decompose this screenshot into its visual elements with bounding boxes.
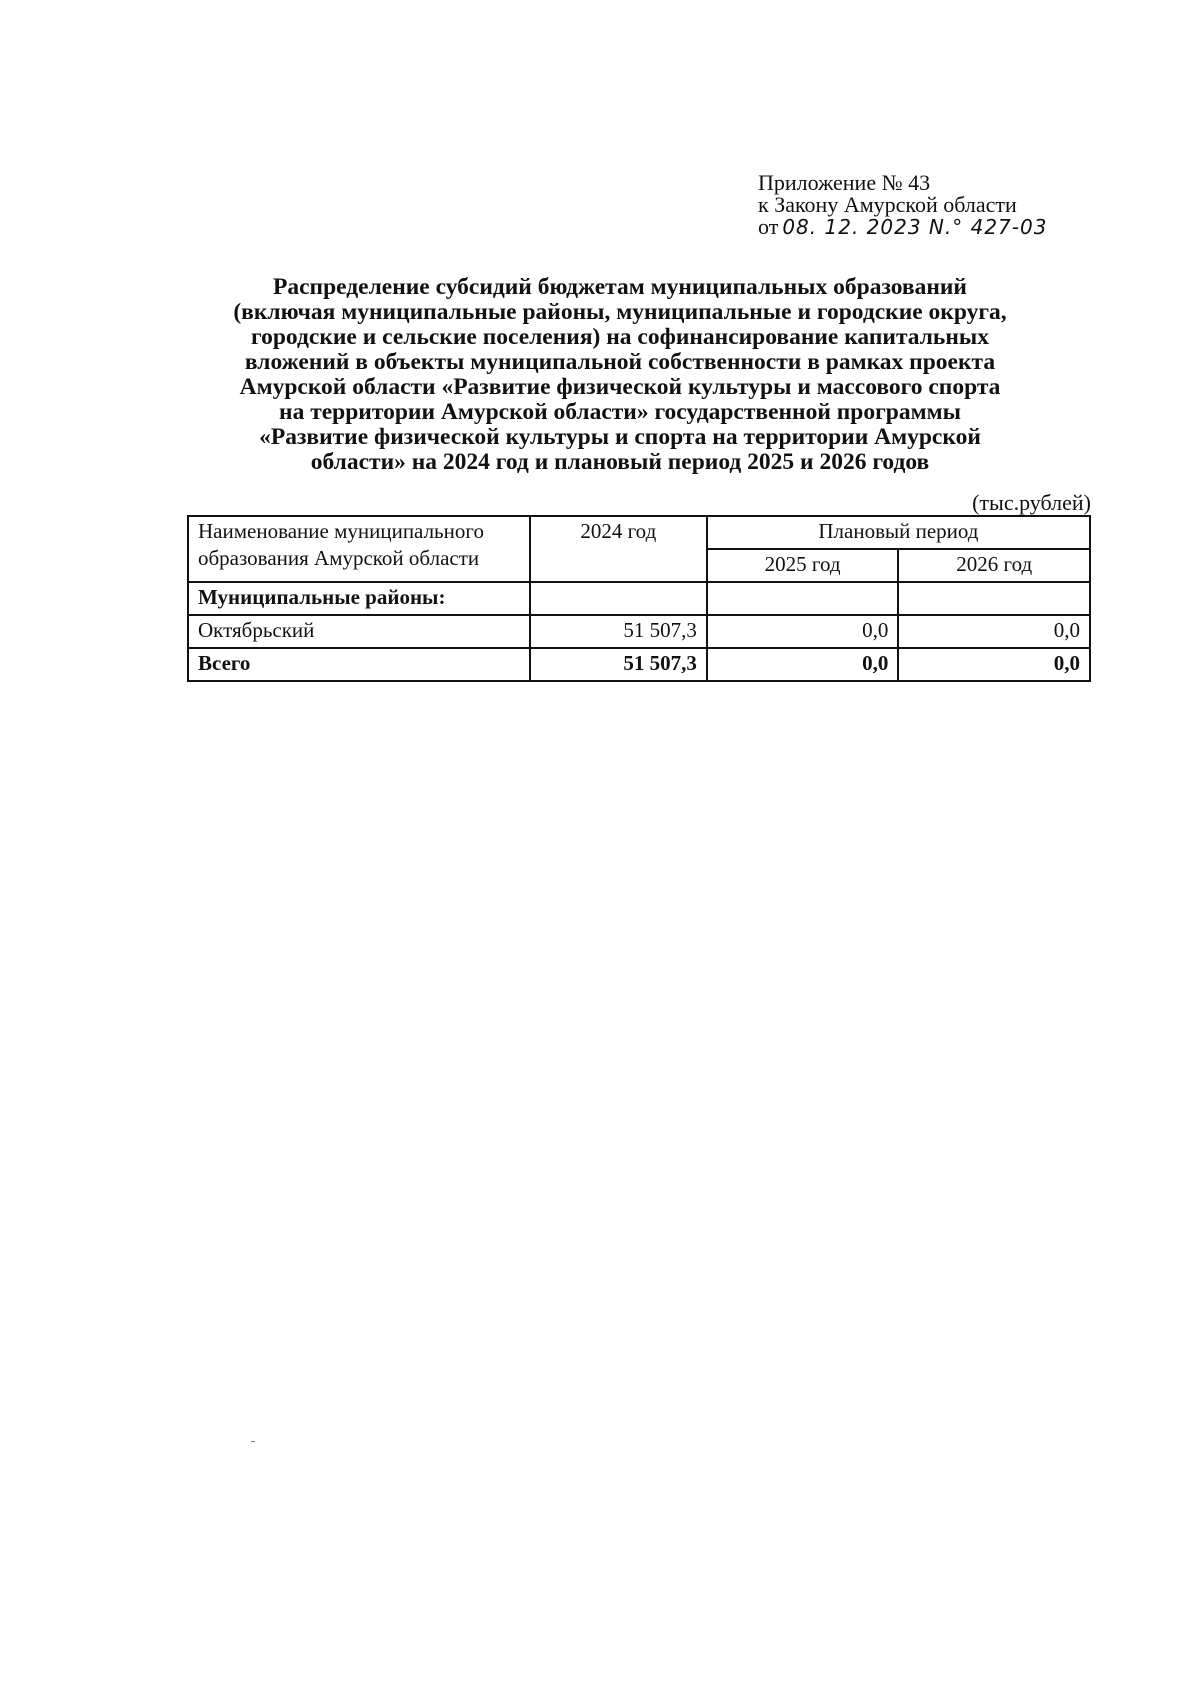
appendix-date-prefix: от (758, 214, 779, 239)
section-label: Муниципальные районы: (188, 582, 530, 615)
row-value-2025: 0,0 (707, 615, 899, 648)
row-value-2024: 51 507,3 (530, 615, 707, 648)
subsidies-table (187, 515, 1091, 682)
header-year-2025: 2025 год (707, 549, 899, 582)
scan-mark (251, 1441, 255, 1442)
title-line: на территории Амурской области» государственной программы (279, 399, 961, 425)
total-row (188, 648, 1090, 681)
row-value-2026: 0,0 (898, 615, 1090, 648)
appendix-number: Приложение № 43 (758, 170, 931, 195)
title-line: (включая муниципальные районы, муниципальные и городские округа, (233, 299, 1007, 325)
appendix-law-reference: к Закону Амурской области (758, 192, 1017, 217)
header-year-2024: 2024 год (530, 516, 707, 582)
total-value-2025: 0,0 (707, 648, 899, 681)
total-value-2024: 51 507,3 (530, 648, 707, 681)
title-line: городские и сельские поселения) на софинансирование капитальных (251, 324, 989, 350)
row-name: Октябрьский (188, 615, 530, 648)
units-label: (тыс.рублей) (972, 490, 1091, 515)
section-row (188, 582, 1090, 615)
appendix-header (758, 172, 1138, 238)
empty-cell (898, 582, 1090, 615)
appendix-date-line (758, 216, 1138, 238)
title-line: вложений в объекты муниципальной собственности в рамках проекта (244, 349, 996, 375)
title-line: области» на 2024 год и плановый период 2025 и 2026 годов (310, 449, 930, 475)
table-header-row (188, 516, 1090, 549)
title-line: Амурской области «Развитие физической культуры и массового спорта (239, 374, 1001, 400)
title-line: Распределение субсидий бюджетам муниципальных образований (273, 274, 967, 300)
total-value-2026: 0,0 (898, 648, 1090, 681)
title-line: «Развитие физической культуры и спорта на территории Амурской (259, 424, 981, 450)
document-title (180, 275, 1060, 475)
header-municipality-name: Наименование муниципального образования Амурской области (188, 516, 530, 582)
header-year-2026: 2026 год (898, 549, 1090, 582)
total-label: Всего (188, 648, 530, 681)
empty-cell (707, 582, 899, 615)
empty-cell (530, 582, 707, 615)
handwritten-date-number: 08. 12. 2023 N.° 427-03 (782, 215, 1048, 239)
table-row (188, 615, 1090, 648)
header-planned-period: Плановый период (707, 516, 1090, 549)
